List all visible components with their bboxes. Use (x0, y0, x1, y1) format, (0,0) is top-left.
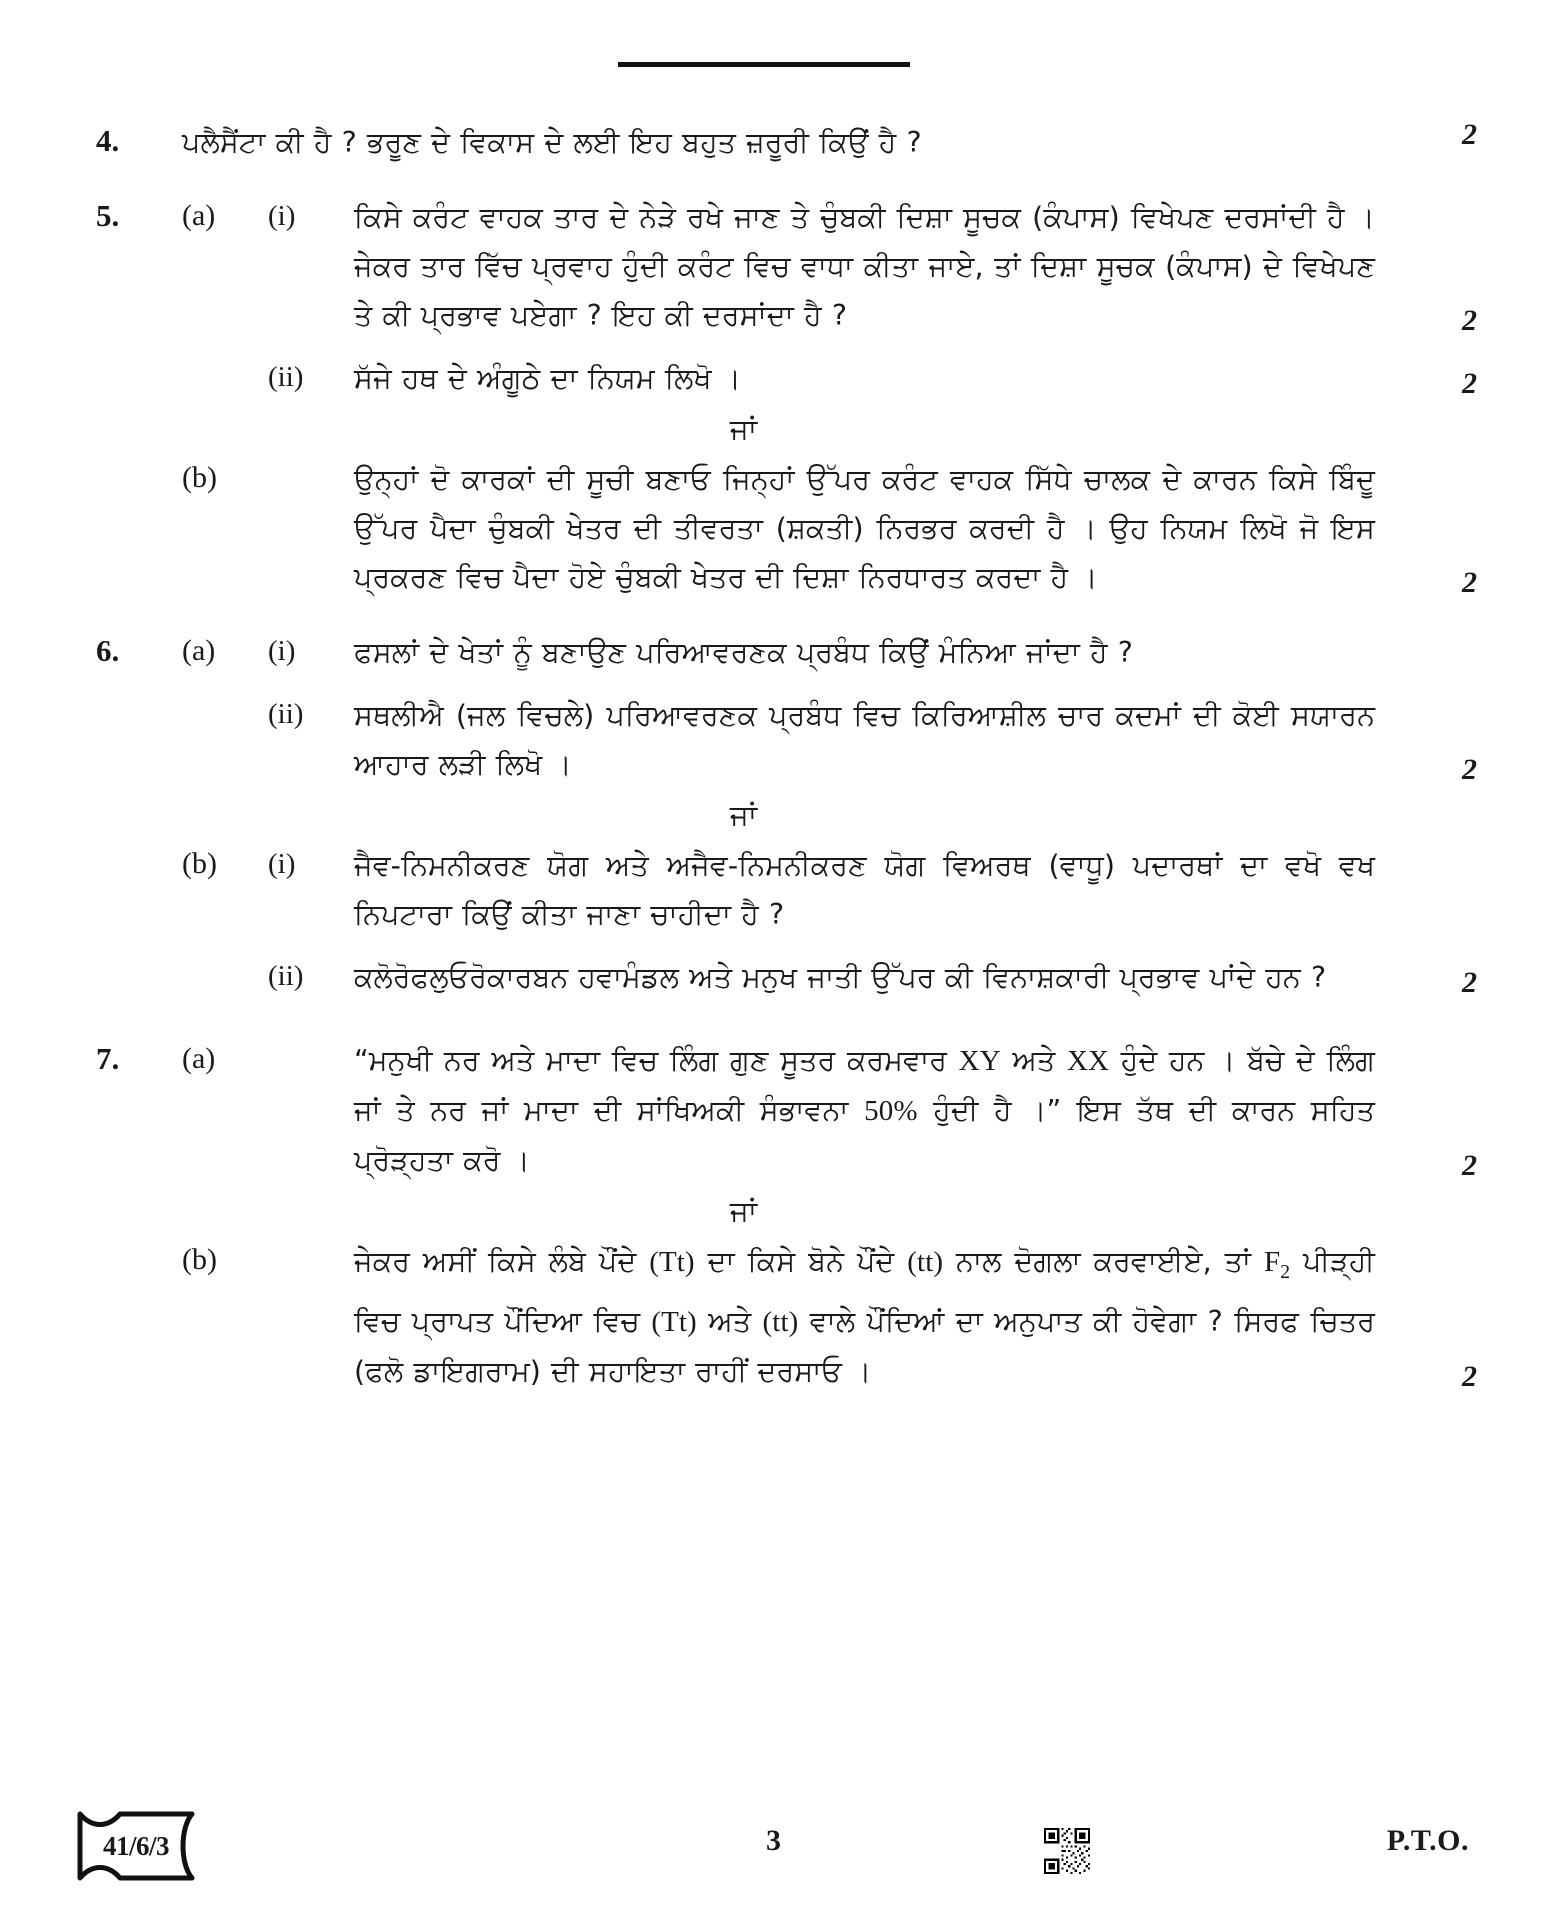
question-7a-label: (a) (182, 1042, 216, 1075)
question-6-number: 6. (96, 633, 120, 668)
question-6a-i-text: ਫਸਲਾਂ ਦੇ ਖੇਤਾਂ ਨੂੰ ਬਣਾਉਣ ਪਰਿਆਵਰਣਕ ਪ੍ਰਬੰਧ ਕਿਉਂ ਮੰਨਿਆ ਜਾਂਦਾ ਹੈ ? (354, 636, 1134, 669)
question-7a (0, 1036, 1547, 1185)
question-5a-ii-label: (ii) (268, 361, 304, 393)
question-4-marks: 2 (1462, 118, 1477, 151)
question-7b-marks: 2 (1462, 1359, 1477, 1393)
or-divider-5: ਜਾਂ (729, 412, 758, 446)
page-number: 3 (766, 1824, 781, 1857)
question-6b-ii-label: (ii) (268, 960, 304, 992)
spacer (0, 602, 1547, 628)
spacer (0, 939, 1547, 953)
spacer (0, 340, 1547, 354)
question-5a-ii (0, 354, 1547, 403)
question-6a-i-label: (i) (268, 635, 296, 667)
question-6b-i-marks (1381, 937, 1477, 939)
question-5b-marks: 2 (1462, 566, 1477, 599)
question-6a-i (0, 628, 1547, 677)
question-6b-i-label: (i) (268, 848, 296, 880)
question-6a-ii-text: ਸਥਲੀਐ (ਜਲ ਵਿਚਲੇ) ਪਰਿਆਵਰਣਕ ਪ੍ਰਬੰਧ ਵਿਚ ਕਿਰਿਆਸ਼ੀਲ ਚਾਰ ਕਦਮਾਂ ਦੀ ਕੋਈ ਸਯਾਰਨ ਆਹਾਰ ਲੜੀ ਲਿਖੋ । (354, 699, 1375, 781)
spacer (0, 167, 1547, 193)
question-6b-i-text: ਜੈਵ-ਨਿਮਨੀਕਰਣ ਯੋਗ ਅਤੇ ਅਜੈਵ-ਨਿਮਨੀਕਰਣ ਯੋਗ ਵਿਅਰਥ (ਵਾਧੂ) ਪਦਾਰਥਾਂ ਦਾ ਵਖੋ ਵਖ ਨਿਪਟਾਰਾ ਕਿਉਂ ਕੀਤਾ ਜਾਣਾ ਚਾਹੀਦਾ ਹੈ ? (354, 849, 1375, 931)
header-rule (618, 62, 910, 67)
question-7-number: 7. (96, 1041, 120, 1076)
question-7b-label: (b) (182, 1243, 217, 1276)
question-7a-marks: 2 (1462, 1149, 1477, 1182)
question-5a-i-label: (i) (268, 200, 296, 232)
question-4 (0, 118, 1547, 167)
or-divider-7: ਜਾਂ (729, 1194, 758, 1228)
question-5-number: 5. (96, 198, 120, 233)
question-6b-i (0, 841, 1547, 939)
question-4-number: 4. (96, 123, 120, 158)
pto-label: P.T.O. (1386, 1824, 1469, 1857)
question-5a-i (0, 193, 1547, 340)
question-6a-ii-label: (ii) (268, 698, 304, 730)
question-5a-i-text: ਕਿਸੇ ਕਰੰਟ ਵਾਹਕ ਤਾਰ ਦੇ ਨੇੜੇ ਰਖੇ ਜਾਣ ਤੇ ਚੁੰਬਕੀ ਦਿਸ਼ਾ ਸੂਚਕ (ਕੰਪਾਸ) ਵਿਖੇਪਣ ਦਰਸਾਂਦੀ ਹੈ । ਜੇਕਰ ਤਾਰ ਵਿੱਚ ਪ੍ਰਵਾਹ ਹੁੰਦੀ ਕਰੰਟ ਵਿਚ ਵਾਧਾ ਕੀਤਾ ਜਾਏ, ਤਾਂ ਦਿਸ਼ਾ ਸੂਚਕ (ਕੰਪਾਸ) ਦੇ ਵਿਖੇਪਣ ਤੇ ਕੀ ਪ੍ਰਭਾਵ ਪਏਗਾ ? ਇਹ ਕੀ ਦਰਸਾਂਦਾ ਹੈ ? (354, 201, 1375, 332)
question-7b-text: ਜੇਕਰ ਅਸੀਂ ਕਿਸੇ ਲੰਬੇ ਪੌਂਦੇ (Tt) ਦਾ ਕਿਸੇ ਬੋਨੇ ਪੌਂਦੇ (tt) ਨਾਲ ਦੋਗਲਾ ਕਰਵਾਈਏ, ਤਾਂ $F_2$ ਪੀੜ੍ਹੀ ਵਿਚ ਪ੍ਰਾਪਤ ਪੌਂਦਿਆ ਵਿਚ (Tt) ਅਤੇ (tt) ਵਾਲੇ ਪੌਂਦਿਆਂ ਦਾ ਅਨੁਪਾਤ ਕੀ ਹੋਵੇਗਾ ? ਸਿਰਫ ਚਿਤਰ (ਫਲੋ ਡਾਇਗਰਾਮ) ਦੀ ਸਹਾਇਤਾ ਰਾਹੀਂ ਦਰਸਾਓ । (354, 1245, 1375, 1388)
page-footer (0, 1806, 1547, 1888)
question-5a-label: (a) (182, 199, 216, 232)
spacer (0, 1002, 1547, 1036)
paper-code: 41/6/3 (102, 1830, 169, 1861)
spacer (0, 677, 1547, 691)
question-5b-text: ਉਨ੍ਹਾਂ ਦੋ ਕਾਰਕਾਂ ਦੀ ਸੂਚੀ ਬਣਾਓ ਜਿਨ੍ਹਾਂ ਉੱਪਰ ਕਰੰਟ ਵਾਹਕ ਸਿੱਧੇ ਚਾਲਕ ਦੇ ਕਾਰਨ ਕਿਸੇ ਬਿੰਦੂ ਉੱਪਰ ਪੈਦਾ ਚੁੰਬਕੀ ਖੇਤਰ ਦੀ ਤੀਵਰਤਾ (ਸ਼ਕਤੀ) ਨਿਰਭਰ ਕਰਦੀ ਹੈ । ਉਹ ਨਿਯਮ ਲਿਖੋ ਜੋ ਇਸ ਪ੍ਰਕਰਣ ਵਿਚ ਪੈਦਾ ਹੋਏ ਚੁੰਬਕੀ ਖੇਤਰ ਦੀ ਦਿਸ਼ਾ ਨਿਰਧਾਰਤ ਕਰਦਾ ਹੈ । (354, 463, 1375, 594)
question-5b-label: (b) (182, 461, 217, 494)
question-6a-i-marks (1381, 675, 1477, 677)
question-6b-ii-text: ਕਲੋਰੋਫਲੁਓਰੋਕਾਰਬਨ ਹਵਾਮੰਡਲ ਅਤੇ ਮਨੁਖ ਜਾਤੀ ਉੱਪਰ ਕੀ ਵਿਨਾਸ਼ਕਾਰੀ ਪ੍ਰਭਾਵ ਪਾਂਦੇ ਹਨ ? (354, 961, 1327, 994)
question-6b-ii-marks: 2 (1462, 966, 1477, 999)
question-6a-label: (a) (182, 634, 216, 667)
question-6b-ii (0, 953, 1547, 1002)
qr-code (1044, 1828, 1090, 1874)
question-5b (0, 455, 1547, 602)
question-6a-ii (0, 691, 1547, 789)
question-5a-ii-text: ਸੱਜੇ ਹਥ ਦੇ ਅੰਗੂਠੇ ਦਾ ਨਿਯਮ ਲਿਖੋ । (354, 362, 742, 395)
question-list (0, 118, 1547, 1396)
question-4-text: ਪਲੈਸੈਂਟਾ ਕੀ ਹੈ ? ਭਰੂਣ ਦੇ ਵਿਕਾਸ ਦੇ ਲਈ ਇਹ ਬਹੁਤ ਜ਼ਰੂਰੀ ਕਿਉਂ ਹੈ ? (182, 126, 922, 159)
question-6b-label: (b) (182, 847, 217, 880)
or-divider-6: ਜਾਂ (729, 798, 758, 832)
question-7b (0, 1237, 1547, 1396)
question-6a-ii-marks: 2 (1462, 753, 1477, 786)
question-7a-text: “ਮਨੁਖੀ ਨਰ ਅਤੇ ਮਾਦਾ ਵਿਚ ਲਿੰਗ ਗੁਣ ਸੂਤਰ ਕਰਮਵਾਰ XY ਅਤੇ XX ਹੁੰਦੇ ਹਨ । ਬੱਚੇ ਦੇ ਲਿੰਗ ਜਾਂ ਤੇ ਨਰ ਜਾਂ ਮਾਦਾ ਦੀ ਸਾਂਖਿਅਕੀ ਸੰਭਾਵਨਾ 50% ਹੁੰਦੀ ਹੈ ।” ਇਸ ਤੱਥ ਦੀ ਕਾਰਨ ਸਹਿਤ ਪ੍ਰੋੜ੍ਹਤਾ ਕਰੋ । (354, 1044, 1375, 1177)
question-5a-i-marks: 2 (1462, 304, 1477, 337)
question-5a-ii-marks: 2 (1462, 367, 1477, 400)
